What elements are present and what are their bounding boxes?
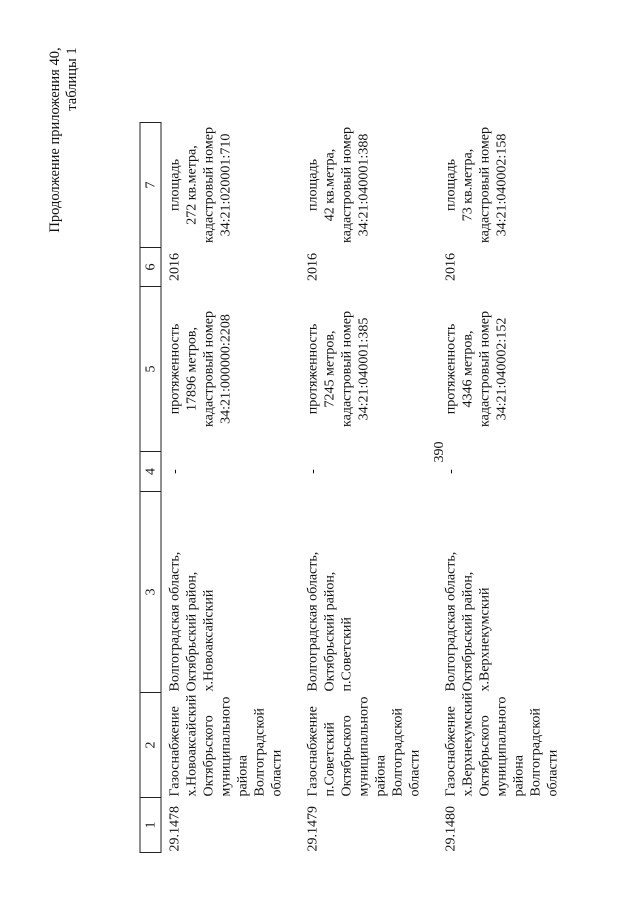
object-characteristics-cell <box>438 287 576 452</box>
rotated-table-block <box>140 123 561 853</box>
object-characteristics-cell <box>161 287 300 452</box>
object-characteristics-line: кадастровый номер <box>201 311 217 427</box>
header-col-5: 5 <box>140 287 161 452</box>
object-name-cell <box>300 693 438 798</box>
object-characteristics-line: кадастровый номер <box>477 311 493 427</box>
object-characteristics-line: 34:21:040002:152 <box>494 317 510 421</box>
header-col-2: 2 <box>140 693 161 798</box>
land-area-line: 34:21:040002:158 <box>494 133 510 237</box>
object-location-line: Волгоградская область, <box>443 551 459 692</box>
object-location-line: Волгоградская область, <box>167 551 183 692</box>
object-name-line: х.Новоаксайский <box>184 694 200 797</box>
table-caption <box>47 47 81 232</box>
land-area-line: 34:21:040001:388 <box>356 133 372 237</box>
object-location-cell <box>300 492 438 693</box>
object-name-line: Волгоградской <box>252 708 268 797</box>
land-area-line: площадь <box>305 159 321 211</box>
land-area-line: площадь <box>443 159 459 211</box>
col4-value-cell: - <box>305 469 321 474</box>
header-col-4: 4 <box>140 452 161 492</box>
table-row <box>161 123 300 853</box>
table-row <box>300 123 438 853</box>
land-area-cell <box>161 123 300 248</box>
data-table <box>140 122 576 853</box>
land-area-line: кадастровый номер <box>339 127 355 243</box>
header-col-6: 6 <box>140 248 161 287</box>
row-number-cell: 29.1479 <box>305 806 321 852</box>
object-name-line: Октябрьского <box>339 715 355 797</box>
object-characteristics-line: 4346 метров, <box>460 330 476 408</box>
object-location-line: Октябрьский район, <box>184 571 200 692</box>
object-name-line: Газоснабжение <box>305 706 321 797</box>
commission-year-cell: 2016 <box>443 253 459 281</box>
col4-value-cell: - <box>167 469 183 474</box>
object-name-line: муниципального <box>494 696 510 797</box>
object-characteristics-line: 34:21:040001:385 <box>356 317 372 421</box>
table-row <box>438 123 576 853</box>
object-name-line: Газоснабжение <box>167 706 183 797</box>
object-characteristics-cell <box>300 287 438 452</box>
object-name-line: района <box>373 755 389 797</box>
object-name-line: муниципального <box>356 696 372 797</box>
caption-line-2: таблицы 1 <box>64 47 80 111</box>
land-area-line: 42 кв.метра, <box>322 148 338 222</box>
object-name-line: области <box>545 749 561 797</box>
object-characteristics-line: 17896 метров, <box>184 327 200 411</box>
land-area-line: 34:21:020001:710 <box>218 133 234 237</box>
object-characteristics-line: протяженность <box>443 323 459 415</box>
object-location-cell <box>438 492 576 693</box>
commission-year-cell: 2016 <box>167 253 183 281</box>
object-characteristics-line: протяженность <box>305 323 321 415</box>
page-number: 390 <box>432 441 447 463</box>
object-name-line: Волгоградской <box>528 708 544 797</box>
object-name-line: района <box>235 755 251 797</box>
object-location-line: х.Верхнекумский <box>477 587 493 692</box>
object-name-line: муниципального <box>218 696 234 797</box>
object-name-line: Октябрьского <box>477 715 493 797</box>
object-characteristics-line: протяженность <box>167 323 183 415</box>
object-name-line: Газоснабжение <box>443 706 459 797</box>
object-location-cell <box>161 492 300 693</box>
object-location-line: Октябрьский район, <box>460 571 476 692</box>
caption-line-1: Продолжение приложения 40, <box>47 47 63 233</box>
object-characteristics-line: 7245 метров, <box>322 330 338 408</box>
object-location-line: п.Советский <box>339 617 355 692</box>
object-name-line: области <box>269 749 285 797</box>
object-name-cell <box>438 693 576 798</box>
land-area-line: кадастровый номер <box>477 127 493 243</box>
land-area-line: кадастровый номер <box>201 127 217 243</box>
object-location-line: Октябрьский район, <box>322 571 338 692</box>
land-area-cell <box>300 123 438 248</box>
object-characteristics-line: кадастровый номер <box>339 311 355 427</box>
col4-value-cell: - <box>443 469 459 474</box>
header-col-3: 3 <box>140 492 161 693</box>
row-number-cell: 29.1480 <box>443 806 459 852</box>
land-area-line: 272 кв.метра, <box>184 145 200 225</box>
land-area-line: 73 кв.метра, <box>460 148 476 222</box>
land-area-line: площадь <box>167 159 183 211</box>
object-name-line: Октябрьского <box>201 715 217 797</box>
object-location-line: Волгоградская область, <box>305 551 321 692</box>
object-name-line: Волгоградской <box>390 708 406 797</box>
header-col-1: 1 <box>140 798 161 853</box>
object-name-line: х.Верхнекумский <box>460 692 476 797</box>
row-number-cell: 29.1478 <box>167 806 183 852</box>
object-name-cell <box>161 693 300 798</box>
object-name-line: области <box>407 749 423 797</box>
header-col-7: 7 <box>140 123 161 248</box>
table-body <box>161 123 576 853</box>
table-header-row <box>140 123 161 853</box>
commission-year-cell: 2016 <box>305 253 321 281</box>
land-area-cell <box>438 123 576 248</box>
object-location-line: х.Новоаксайский <box>201 589 217 692</box>
object-name-line: п.Советский <box>322 722 338 797</box>
object-name-line: района <box>511 755 527 797</box>
object-characteristics-line: 34:21:000000:2208 <box>218 314 234 424</box>
